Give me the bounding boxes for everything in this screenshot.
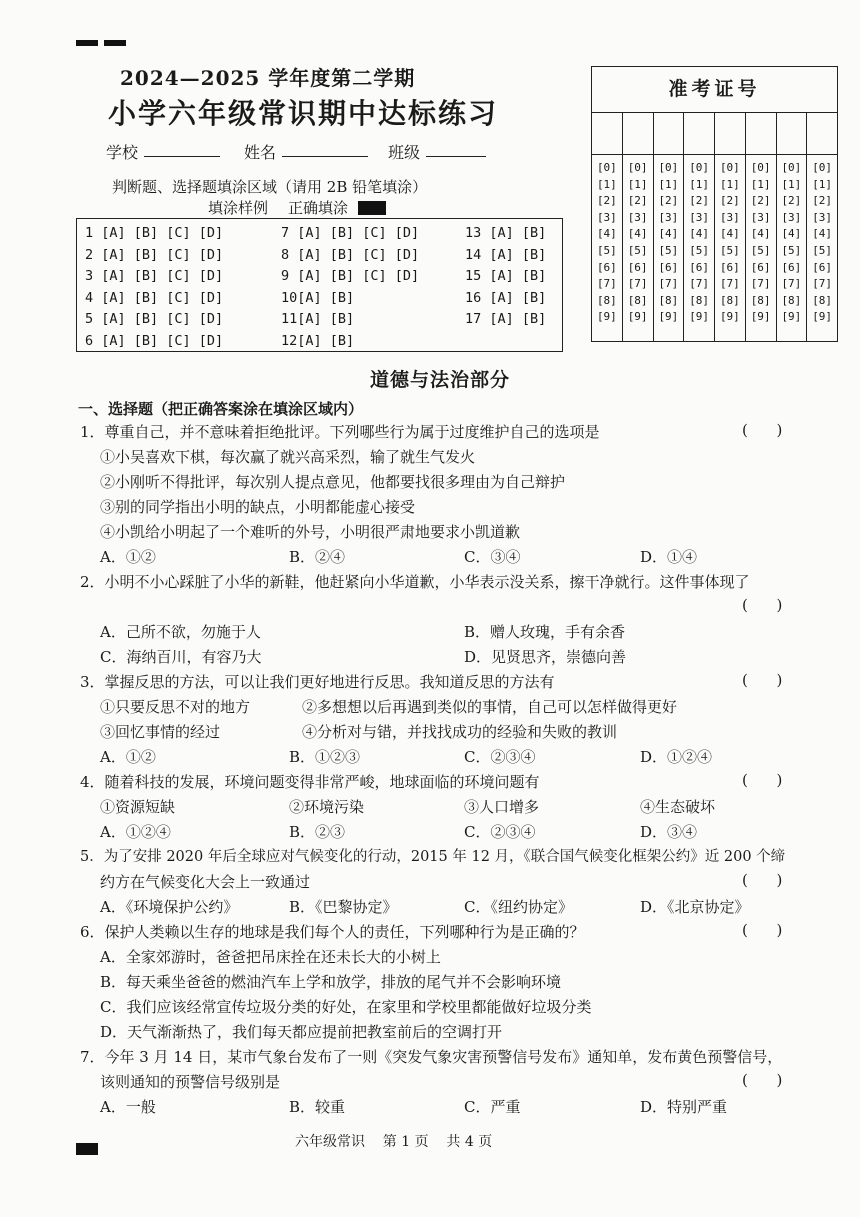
ticket-digit-bubble[interactable]: [6] <box>719 260 740 274</box>
answer-row[interactable]: 7 [A] [B] [C] [D] <box>281 225 420 241</box>
fill-sample <box>208 197 386 218</box>
statement: ④分析对与错，并找找成功的经验和失败的教训 <box>302 723 618 741</box>
ticket-digit-bubble[interactable]: [7] <box>750 277 771 291</box>
ticket-digit-bubble[interactable]: [6] <box>658 260 679 274</box>
ticket-digit-bubble[interactable]: [3] <box>658 210 679 224</box>
answer-row[interactable]: 3 [A] [B] [C] [D] <box>85 268 224 285</box>
ticket-digit-bubble[interactable]: [2] <box>596 194 617 208</box>
answer-row[interactable]: 8 [A] [B] [C] [D] <box>281 246 420 263</box>
ticket-digit-bubble[interactable]: [8] <box>750 293 771 307</box>
class-field[interactable] <box>426 140 486 157</box>
ticket-digit-bubble[interactable]: [2] <box>812 194 833 208</box>
ticket-cell[interactable] <box>807 112 837 154</box>
option: A．全家郊游时，爸爸把吊床拴在还未长大的小树上 <box>100 948 441 966</box>
alignment-mark-top-left-1 <box>76 40 98 46</box>
answer-column-1 <box>85 223 223 353</box>
ticket-cell[interactable] <box>623 112 654 154</box>
option: D．③④ <box>640 823 698 841</box>
answer-row[interactable]: 5 [A] [B] [C] [D] <box>85 311 224 328</box>
answer-sheet <box>76 218 563 352</box>
answer-row[interactable]: 6 [A] [B] [C] [D] <box>85 332 224 349</box>
class-label: 班级 <box>388 143 421 162</box>
ticket-digit-bubble[interactable]: [8] <box>689 293 710 307</box>
ticket-digit-bubble[interactable]: [5] <box>658 243 679 257</box>
name-label: 姓名 <box>244 143 277 162</box>
ticket-digit-bubble[interactable]: [0] <box>596 161 617 174</box>
ticket-digit-bubble[interactable]: [2] <box>689 194 710 208</box>
statement: ③人口增多 <box>464 798 540 816</box>
ticket-digit-bubble[interactable]: [4] <box>750 227 771 241</box>
ticket-digit-bubble[interactable]: [8] <box>719 293 740 307</box>
ticket-digit-bubble[interactable]: [9] <box>627 310 648 324</box>
ticket-digit-bubble[interactable]: [1] <box>812 177 833 191</box>
ticket-digit-column <box>654 155 685 341</box>
ticket-digit-bubble[interactable]: [9] <box>689 310 710 324</box>
ticket-digit-bubble[interactable]: [6] <box>627 260 648 274</box>
ticket-digit-bubble[interactable]: [3] <box>627 210 648 224</box>
school-label: 学校 <box>106 143 139 162</box>
answer-paren-4[interactable]: ( ) <box>742 771 783 789</box>
ticket-digit-bubble[interactable]: [3] <box>750 210 771 224</box>
option: B．②③ <box>289 823 346 841</box>
ticket-digit-bubble[interactable]: [3] <box>596 210 617 224</box>
question-4: 4．随着科技的发展，环境问题变得非常严峻，地球面临的环境问题有 <box>80 773 540 791</box>
ticket-digit-column <box>684 155 715 341</box>
ticket-digit-column <box>592 155 623 341</box>
ticket-digit-bubble[interactable]: [7] <box>658 277 679 291</box>
ticket-digit-bubble[interactable]: [4] <box>719 227 740 241</box>
ticket-cell[interactable] <box>746 112 777 154</box>
answer-row[interactable]: 12[A] [B] <box>281 332 355 349</box>
ticket-digit-grid <box>592 155 837 341</box>
part-heading: 一、选择题（把正确答案涂在填涂区域内） <box>78 400 364 418</box>
ticket-digit-bubble[interactable]: [2] <box>781 194 802 208</box>
ticket-digit-bubble[interactable]: [0] <box>627 161 648 174</box>
ticket-digit-bubble[interactable]: [1] <box>781 177 802 191</box>
ticket-digit-bubble[interactable]: [0] <box>719 161 740 174</box>
option: B．较重 <box>289 1098 346 1116</box>
ticket-digit-bubble[interactable]: [4] <box>689 227 710 241</box>
ticket-cell[interactable] <box>715 112 746 154</box>
option: B．②④ <box>289 548 346 566</box>
answer-paren-7[interactable]: ( ) <box>742 1071 783 1089</box>
option: C．《纽约协定》 <box>464 898 573 916</box>
ticket-digit-bubble[interactable]: [6] <box>750 260 771 274</box>
answer-row[interactable]: 13 [A] [B] <box>465 225 547 241</box>
ticket-digit-bubble[interactable]: [6] <box>781 260 802 274</box>
statement: ③回忆事情的经过 <box>100 723 221 741</box>
ticket-digit-bubble[interactable]: [5] <box>812 243 833 257</box>
option: A．①② <box>100 748 156 766</box>
answer-row[interactable]: 14 [A] [B] <box>465 246 547 263</box>
ticket-digit-bubble[interactable]: [0] <box>812 161 833 174</box>
school-field[interactable] <box>144 140 220 157</box>
ticket-digit-bubble[interactable]: [9] <box>719 310 740 324</box>
option: C．严重 <box>464 1098 521 1116</box>
question-2: 2．小明不小心踩脏了小华的新鞋，他赶紧向小华道歉，小华表示没关系，擦干净就行。这件事体现了 <box>80 573 750 591</box>
answer-paren-6[interactable]: ( ) <box>742 921 783 939</box>
ticket-digit-bubble[interactable]: [1] <box>719 177 740 191</box>
ticket-digit-bubble[interactable]: [9] <box>596 310 617 324</box>
filled-sample-block <box>358 201 386 215</box>
term-title: 2024—2025 学年度第二学期 <box>120 66 416 90</box>
option: A．①②④ <box>100 823 171 841</box>
statement: ②多想想以后再遇到类似的事情，自己可以怎样做得更好 <box>302 698 678 716</box>
ticket-digit-bubble[interactable]: [7] <box>596 277 617 291</box>
ticket-digit-bubble[interactable]: [8] <box>627 293 648 307</box>
ticket-title: 准考证号 <box>592 67 837 113</box>
ticket-digit-bubble[interactable]: [2] <box>719 194 740 208</box>
option: D．特别严重 <box>640 1098 728 1116</box>
ticket-digit-bubble[interactable]: [9] <box>750 310 771 324</box>
answer-row[interactable]: 11[A] [B] <box>281 311 355 328</box>
question-7: 7．今年 3 月 14 日，某市气象台发布了一则《突发气象灾害预警信号发布》通知单，发布黄色预警信号， <box>80 1048 783 1066</box>
ticket-digit-bubble[interactable]: [2] <box>750 194 771 208</box>
answer-row[interactable]: 15 [A] [B] <box>465 268 547 285</box>
answer-paren-2[interactable]: ( ) <box>742 596 783 614</box>
option: B．赠人玫瑰，手有余香 <box>464 623 626 641</box>
ticket-digit-column <box>777 155 808 341</box>
ticket-cell[interactable] <box>777 112 808 154</box>
question-7-continued: 该则通知的预警信号级别是 <box>100 1073 281 1091</box>
alignment-mark-bottom-left <box>76 1143 98 1155</box>
exam-title: 小学六年级常识期中达标练习 <box>108 97 499 130</box>
ticket-digit-bubble[interactable]: [4] <box>627 227 648 241</box>
page-footer: 六年级常识 第 1 页 共 4 页 <box>295 1134 493 1150</box>
ticket-digit-bubble[interactable]: [5] <box>781 243 802 257</box>
statement: ①资源短缺 <box>100 798 176 816</box>
ticket-digit-bubble[interactable]: [6] <box>812 260 833 274</box>
fill-region-title: 判断题、选择题填涂区域（请用 2B 铅笔填涂） <box>112 178 428 196</box>
ticket-digit-column <box>715 155 746 341</box>
ticket-digit-bubble[interactable]: [9] <box>658 310 679 324</box>
answer-column-3 <box>465 223 546 331</box>
ticket-digit-bubble[interactable]: [5] <box>627 243 648 257</box>
question-1: 1．尊重自己，并不意味着拒绝批评。下列哪些行为属于过度维护自己的选项是 <box>80 423 600 441</box>
ticket-digit-bubble[interactable]: [3] <box>781 210 802 224</box>
ticket-digit-bubble[interactable]: [0] <box>750 161 771 174</box>
answer-paren-3[interactable]: ( ) <box>742 671 783 689</box>
statement: ①只要反思不对的地方 <box>100 698 251 716</box>
ticket-digit-bubble[interactable]: [0] <box>658 161 679 174</box>
option: A．己所不欲，勿施于人 <box>100 623 261 641</box>
ticket-digit-column <box>746 155 777 341</box>
ticket-digit-bubble[interactable]: [9] <box>812 310 833 324</box>
ticket-digit-bubble[interactable]: [5] <box>750 243 771 257</box>
option: B．《巴黎协定》 <box>289 898 398 916</box>
answer-row[interactable]: 10[A] [B] <box>281 289 355 306</box>
ticket-digit-bubble[interactable]: [6] <box>689 260 710 274</box>
sample-label: 填涂样例 <box>208 199 269 217</box>
ticket-cell[interactable] <box>684 112 715 154</box>
ticket-digit-bubble[interactable]: [5] <box>719 243 740 257</box>
option: D．天气渐渐热了，我们每天都应提前把教室前后的空调打开 <box>100 1023 503 1041</box>
question-3: 3．掌握反思的方法，可以让我们更好地进行反思。我知道反思的方法有 <box>80 673 555 691</box>
ticket-digit-bubble[interactable]: [9] <box>781 310 802 324</box>
ticket-cell[interactable] <box>654 112 685 154</box>
answer-row[interactable]: 2 [A] [B] [C] [D] <box>85 246 224 263</box>
ticket-digit-bubble[interactable]: [7] <box>812 277 833 291</box>
ticket-digit-bubble[interactable]: [7] <box>627 277 648 291</box>
option: A．《环境保护公约》 <box>100 898 239 916</box>
correct-label: 正确填涂 <box>288 199 349 217</box>
statement: ④小凯给小明起了一个难听的外号，小明很严肃地要求小凯道歉 <box>100 523 521 541</box>
ticket-digit-bubble[interactable]: [2] <box>627 194 648 208</box>
ticket-digit-bubble[interactable]: [5] <box>689 243 710 257</box>
ticket-digit-bubble[interactable]: [4] <box>596 227 617 241</box>
statement: ④生态破坏 <box>640 798 716 816</box>
ticket-digit-column <box>623 155 654 341</box>
answer-row[interactable]: 16 [A] [B] <box>465 289 547 306</box>
statement: ②小刚听不得批评，每次别人提点意见，他都要找很多理由为自己辩护 <box>100 473 566 491</box>
ticket-digit-bubble[interactable]: [7] <box>689 277 710 291</box>
section-title: 道德与法治部分 <box>370 369 511 391</box>
option: C．③④ <box>464 548 521 566</box>
option: D．①②④ <box>640 748 713 766</box>
question-5-continued: 约方在气候变化大会上一致通过 <box>100 873 311 891</box>
ticket-digit-bubble[interactable]: [1] <box>658 177 679 191</box>
admission-ticket-box <box>591 66 838 342</box>
ticket-digit-bubble[interactable]: [7] <box>781 277 802 291</box>
ticket-digit-bubble[interactable]: [1] <box>596 177 617 191</box>
ticket-digit-bubble[interactable]: [5] <box>596 243 617 257</box>
alignment-mark-top-left-2 <box>104 40 126 46</box>
ticket-digit-bubble[interactable]: [1] <box>627 177 648 191</box>
ticket-write-cells <box>592 112 837 155</box>
ticket-digit-bubble[interactable]: [4] <box>812 227 833 241</box>
ticket-digit-bubble[interactable]: [2] <box>658 194 679 208</box>
option: C．我们应该经常宣传垃圾分类的好处，在家里和学校里都能做好垃圾分类 <box>100 998 592 1016</box>
ticket-digit-bubble[interactable]: [6] <box>596 260 617 274</box>
ticket-digit-bubble[interactable]: [3] <box>719 210 740 224</box>
ticket-cell[interactable] <box>592 112 623 154</box>
ticket-digit-bubble[interactable]: [0] <box>689 161 710 174</box>
ticket-digit-bubble[interactable]: [4] <box>658 227 679 241</box>
ticket-digit-bubble[interactable]: [4] <box>781 227 802 241</box>
answer-row[interactable]: 17 [A] [B] <box>465 311 547 328</box>
answer-row[interactable]: 1 [A] [B] [C] [D] <box>85 225 224 241</box>
option: B．每天乘坐爸爸的燃油汽车上学和放学，排放的尾气并不会影响环境 <box>100 973 562 991</box>
ticket-digit-bubble[interactable]: [8] <box>658 293 679 307</box>
option: C．②③④ <box>464 823 536 841</box>
ticket-digit-bubble[interactable]: [8] <box>781 293 802 307</box>
ticket-digit-column <box>807 155 837 341</box>
answer-row[interactable]: 4 [A] [B] [C] [D] <box>85 289 224 306</box>
ticket-digit-bubble[interactable]: [1] <box>750 177 771 191</box>
ticket-digit-bubble[interactable]: [3] <box>812 210 833 224</box>
ticket-digit-bubble[interactable]: [0] <box>781 161 802 174</box>
option: C．海纳百川，有容乃大 <box>100 648 262 666</box>
option: D．《北京协定》 <box>640 898 750 916</box>
name-field[interactable] <box>282 140 368 157</box>
answer-column-2 <box>281 223 419 353</box>
option: C．②③④ <box>464 748 536 766</box>
answer-paren-1[interactable]: ( ) <box>742 421 783 439</box>
option: D．见贤思齐，崇德向善 <box>464 648 627 666</box>
option: A．一般 <box>100 1098 156 1116</box>
ticket-digit-bubble[interactable]: [8] <box>812 293 833 307</box>
question-5: 5．为了安排 2020 年后全球应对气候变化的行动，2015 年 12 月，《联合国气候变化框架公约》近 200 个缔 <box>80 849 786 865</box>
question-6: 6．保护人类赖以生存的地球是我们每个人的责任，下列哪种行为是正确的？ <box>80 923 585 941</box>
ticket-digit-bubble[interactable]: [8] <box>596 293 617 307</box>
ticket-digit-bubble[interactable]: [1] <box>689 177 710 191</box>
statement: ①小吴喜欢下棋，每次赢了就兴高采烈，输了就生气发火 <box>100 448 476 466</box>
statement: ②环境污染 <box>289 798 365 816</box>
student-info-line <box>106 140 486 163</box>
option: D．①④ <box>640 548 698 566</box>
ticket-digit-bubble[interactable]: [7] <box>719 277 740 291</box>
ticket-digit-bubble[interactable]: [3] <box>689 210 710 224</box>
option: B．①②③ <box>289 748 361 766</box>
statement: ③别的同学指出小明的缺点，小明都能虚心接受 <box>100 498 416 516</box>
option: A．①② <box>100 548 156 566</box>
answer-paren-5[interactable]: ( ) <box>742 871 783 889</box>
answer-row[interactable]: 9 [A] [B] [C] [D] <box>281 268 420 285</box>
